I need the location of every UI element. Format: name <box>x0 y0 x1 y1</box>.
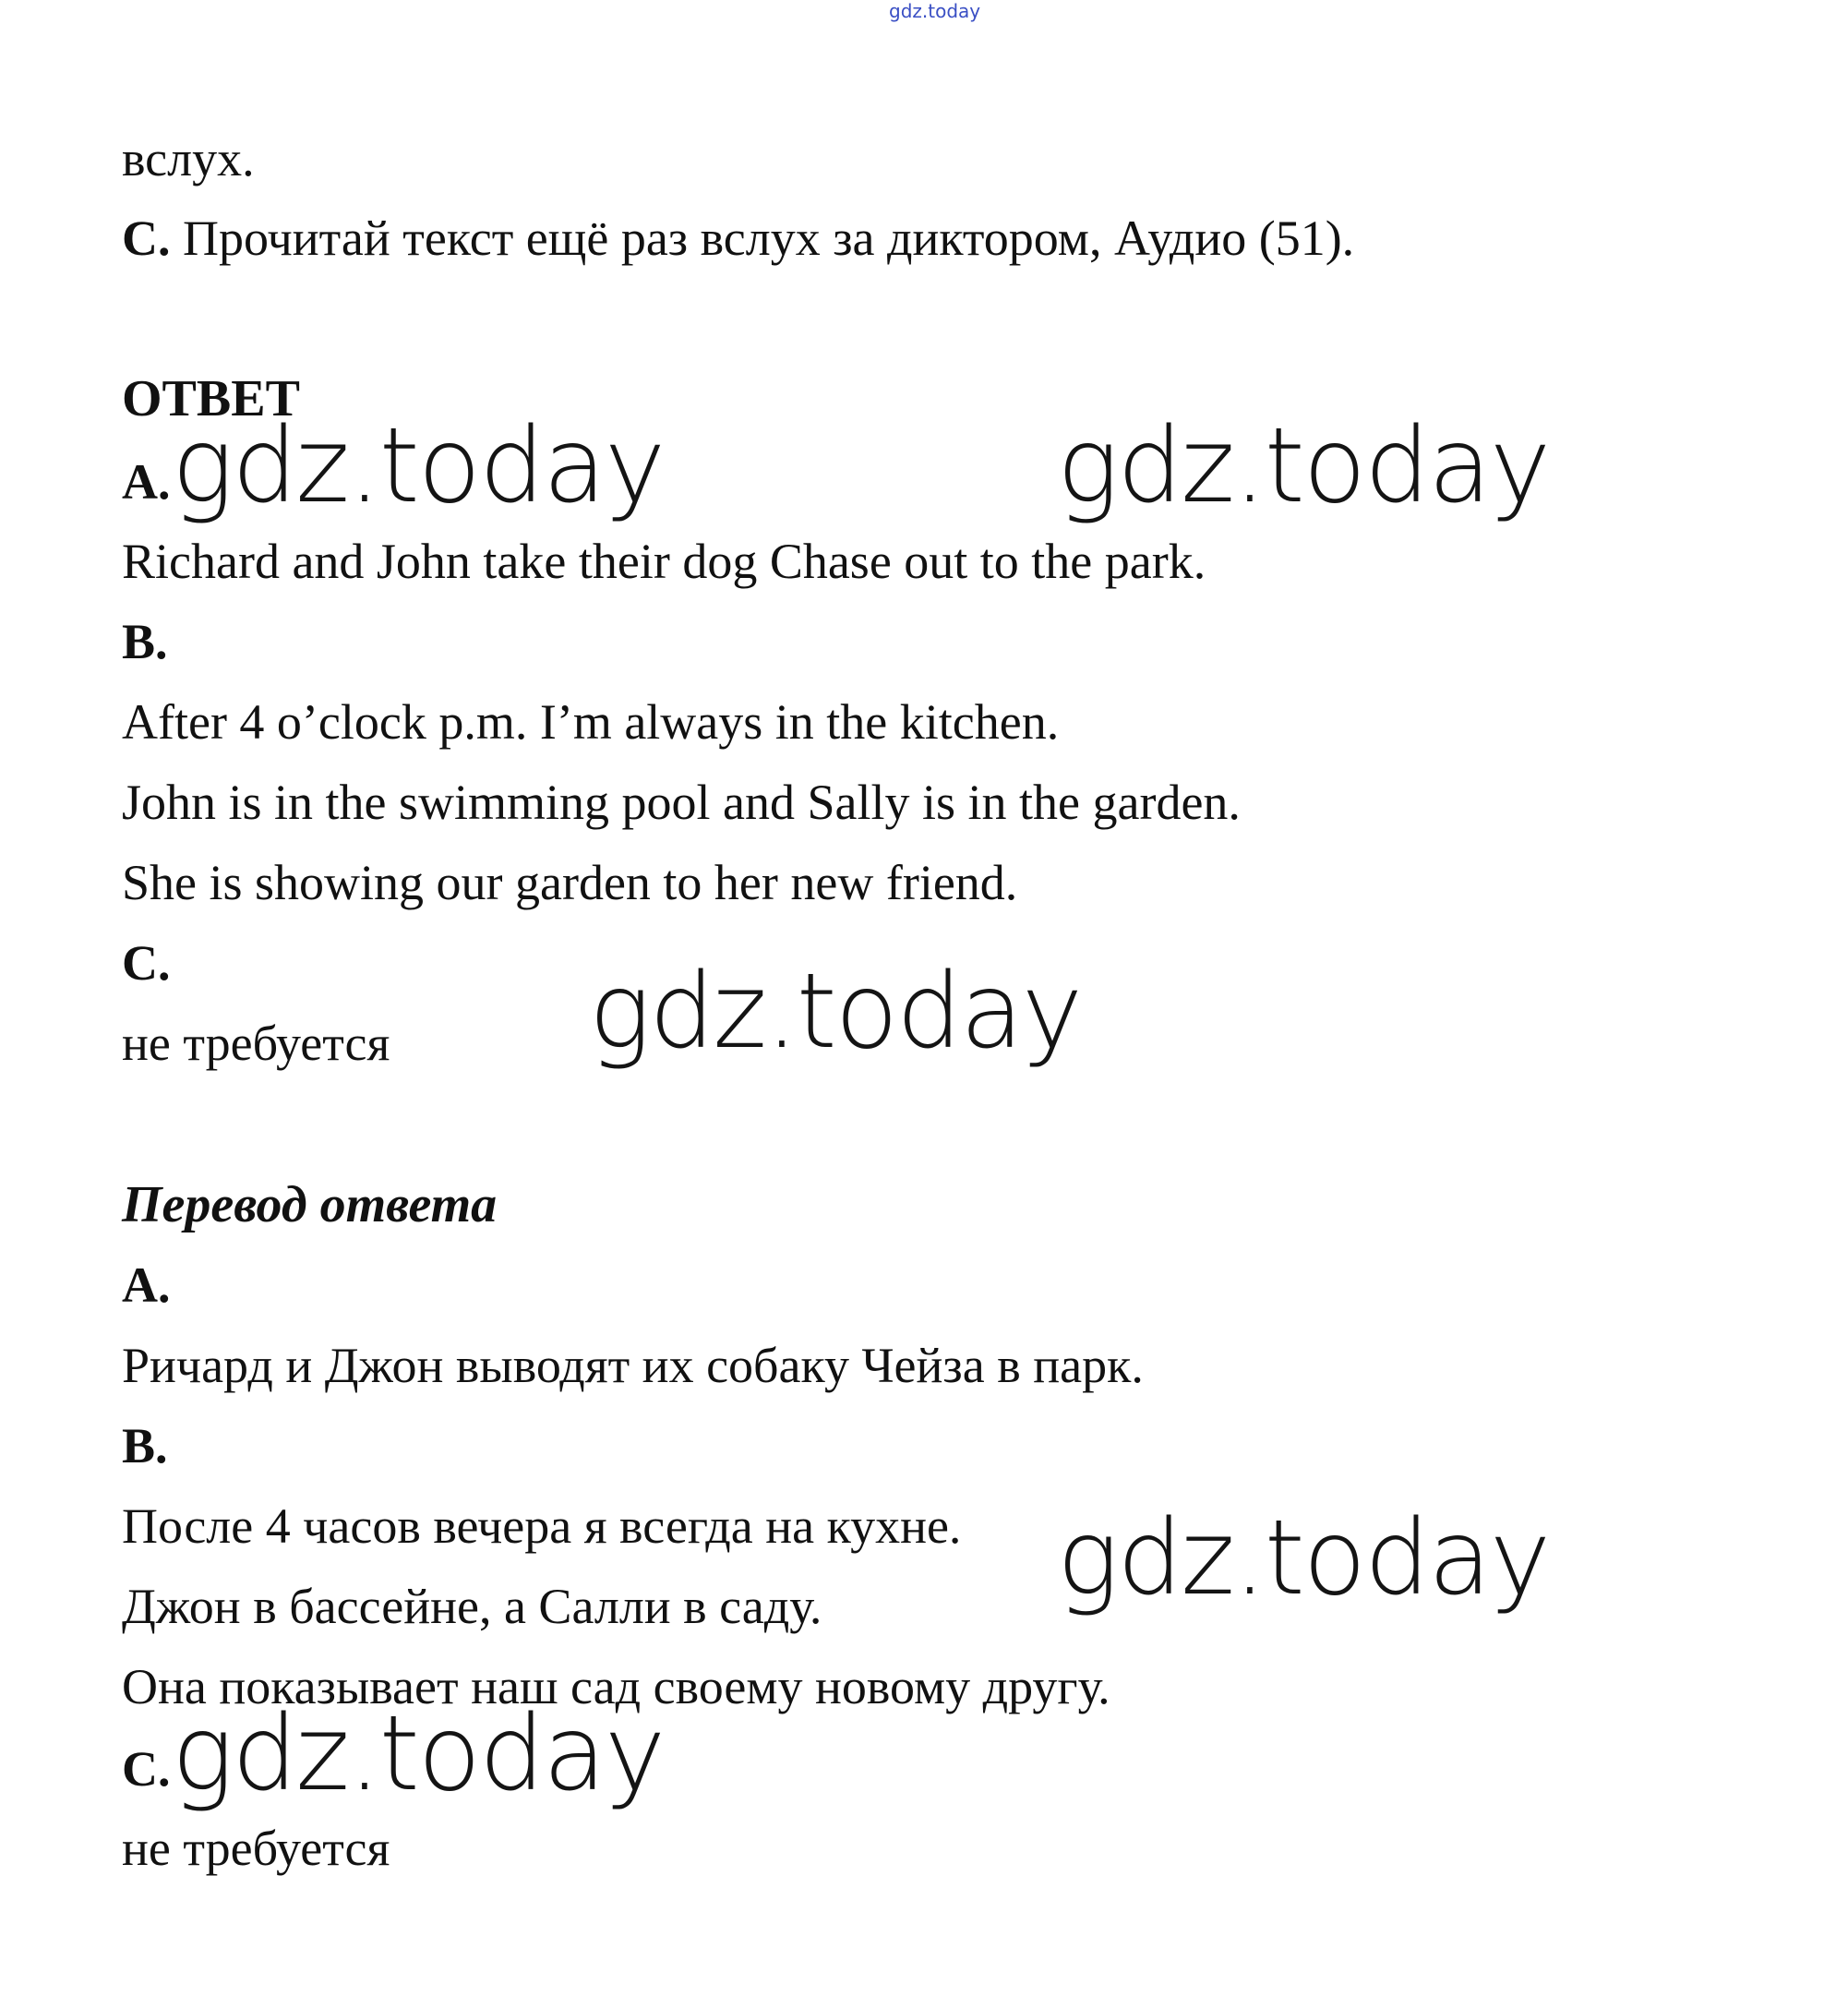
translation-c-label: C. <box>122 1741 171 1797</box>
top-site-mark: gdz.today <box>889 0 981 22</box>
translation-b-label: B. <box>122 1418 168 1473</box>
translation-b-line-2: Джон в бассейне, а Салли в саду. <box>122 1579 822 1634</box>
translation-title: Перевод ответа <box>122 1176 498 1233</box>
translation-a-label: A. <box>122 1257 171 1313</box>
answer-a-label: A. <box>122 454 171 510</box>
answer-b-line-3: She is showing our garden to her new friend. <box>122 855 1018 910</box>
translation-b-line-1: После 4 часов вечера я всегда на кухне. <box>122 1498 962 1554</box>
task-prev-line: вслух. <box>122 131 255 186</box>
answer-b-line-1: After 4 o’clock p.m. I’m always in the kitchen. <box>122 694 1060 750</box>
translation-c-text: не требуется <box>122 1821 390 1876</box>
watermark-3: gdz.today <box>589 952 1082 1072</box>
task-c-line <box>122 209 1354 268</box>
translation-b-line-3: Она показывает наш сад своему новому другу. <box>122 1659 1110 1714</box>
watermark-2: gdz.today <box>1057 406 1550 526</box>
answer-title: ОТВЕТ <box>122 370 300 427</box>
answer-b-label: B. <box>122 614 168 669</box>
task-c-text: Прочитай текст ещё раз вслух за диктором, Аудио (51). <box>170 210 1355 266</box>
watermark-5: gdz.today <box>172 1694 665 1814</box>
watermark-1: gdz.today <box>172 406 665 526</box>
translation-a-text: Ричард и Джон выводят их собаку Чейза в парк. <box>122 1338 1144 1393</box>
answer-c-label: C. <box>122 935 171 991</box>
answer-a-text: Richard and John take their dog Chase out to the park. <box>122 534 1206 589</box>
task-c-label: C. <box>122 210 171 266</box>
answer-b-line-2: John is in the swimming pool and Sally is in the garden. <box>122 775 1241 830</box>
watermark-4: gdz.today <box>1057 1498 1550 1618</box>
answer-c-text: не требуется <box>122 1016 390 1071</box>
